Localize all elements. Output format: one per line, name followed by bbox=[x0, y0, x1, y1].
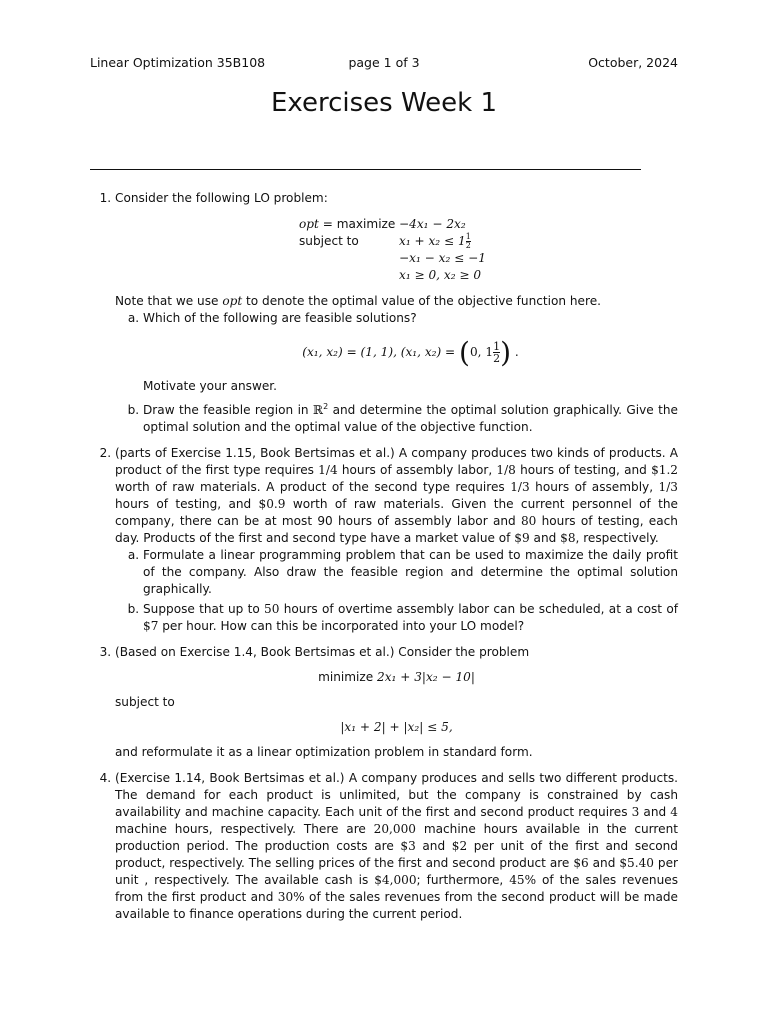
lp-constraint-3: x₁ ≥ 0, x₂ ≥ 0 bbox=[399, 268, 482, 282]
lp-constraint-2: −x₁ − x₂ ≤ −1 bbox=[399, 251, 486, 265]
exercise-2: 2. (parts of Exercise 1.15, Book Bertsimas et al.) A company produces two kinds of products. A product of the first type requires 1/4 hours of assembly labor, 1/8 hours of testing, and $1.2 worth of raw materials. A product of the second type requires 1/3 hours of assembly, 1/3 hours of testing, and $0.9 worth of raw materials. Given the current personnel of the company, there can be at most 90 hours of assembly labor and 80 hours of testing, each day. Products of the first and second type have a market value of $9 and $8, respectively. a. Formulate a linear programming problem that can be used to maximize the daily profit of the company. Also draw the feasible region and determine the optimal solution graphically. b. Suppose that up to 50 hours of overtime assembly labor can be scheduled, at a cost of $7 per hour. How can this be incorporated into your LO model? bbox=[115, 445, 678, 635]
exercise-4: 4. (Exercise 1.14, Book Bertsimas et al.) A company produces and sells two different products. The demand for each product is unlimited, but the company is constrained by cash availability and machine capacity. Each unit of the first and second product requires 3 and 4 machine hours, respectively. There are 20,000 machine hours available in the current production period. The production costs are $3 and $2 per unit of the first and second product, respectively. The selling prices of the first and second product are $6 and $5.40 per unit , respectively. The available cash is $4,000; furthermore, 45% of the sales revenues from the first product and 30% of the sales revenues from the second product will be made available to finance operations during the current period. bbox=[115, 770, 678, 923]
lp-opt-label: opt bbox=[299, 217, 319, 231]
ex1-motivate: Motivate your answer. bbox=[143, 379, 277, 393]
exercise-list bbox=[90, 190, 678, 923]
exercise-1 bbox=[115, 190, 678, 436]
lp-subject-to: subject to bbox=[299, 234, 359, 248]
title-rule bbox=[90, 169, 641, 170]
header-date: October, 2024 bbox=[588, 55, 678, 70]
exercise-content bbox=[90, 190, 678, 932]
lp-constraint-1-fraction: $\frac{1}{2}$ bbox=[465, 232, 471, 250]
ex1-subparts bbox=[115, 310, 678, 436]
ex3-subject-to: subject to bbox=[115, 695, 175, 710]
ex1-note: Note that we use opt to denote the optimal value of the objective function here. bbox=[115, 294, 601, 308]
exercise-3: 3. (Based on Exercise 1.4, Book Bertsimas et al.) Consider the problem minimize 2x₁ + 3|x₂ − 10| subject to |x₁ + 2| + |x₂| ≤ 5, and reformulate it as a linear optimization problem in standard form. bbox=[115, 644, 678, 761]
ex3-objective: minimize 2x₁ + 3|x₂ − 10| bbox=[318, 670, 475, 685]
ex2-part-b: b. Suppose that up to 50 hours of overtime assembly labor can be scheduled, at a cost of $7 per hour. How can this be incorporated into your LO model? bbox=[143, 601, 678, 635]
header-page-number: page 1 of 3 bbox=[348, 55, 420, 70]
ex3-outro: and reformulate it as a linear optimization problem in standard form. bbox=[115, 745, 533, 760]
lp-objective: −4x₁ − 2x₂ bbox=[399, 217, 466, 231]
lp-maximize: = maximize bbox=[318, 217, 396, 231]
header-course: Linear Optimization 35B108 bbox=[90, 55, 266, 70]
ex3-constraint: |x₁ + 2| + |x₂| ≤ 5, bbox=[340, 720, 453, 735]
lp-problem bbox=[299, 216, 486, 284]
ex2-part-a: a. Formulate a linear programming problem that can be used to maximize the daily profit of the company. Also draw the feasible region and determine the optimal solution graphically. bbox=[143, 547, 678, 598]
lp-constraint-1: x₁ + x₂ ≤ 1 bbox=[399, 234, 466, 248]
ex2-subparts bbox=[115, 547, 678, 635]
ex1-candidate-solutions: (x₁, x₂) = (1, 1), (x₁, x₂) = (0, 1 $\frac{1}{2}$ ) . bbox=[302, 336, 519, 369]
page-title: Exercises Week 1 bbox=[270, 88, 498, 118]
ex1-part-b: b. Draw the feasible region in ℝ$^2$ and determine the optimal solution graphically. Give the optimal solution and the optimal value of the objective function. bbox=[143, 398, 678, 436]
ex1-part-a: a. Which of the following are feasible solutions? (x₁, x₂) = (1, 1), (x₁, x₂) = (0, 1 $\frac{1}{2}$ ) . Motivate your answer. bbox=[143, 310, 678, 395]
ex1-intro: Consider the following LO problem: bbox=[115, 191, 328, 205]
